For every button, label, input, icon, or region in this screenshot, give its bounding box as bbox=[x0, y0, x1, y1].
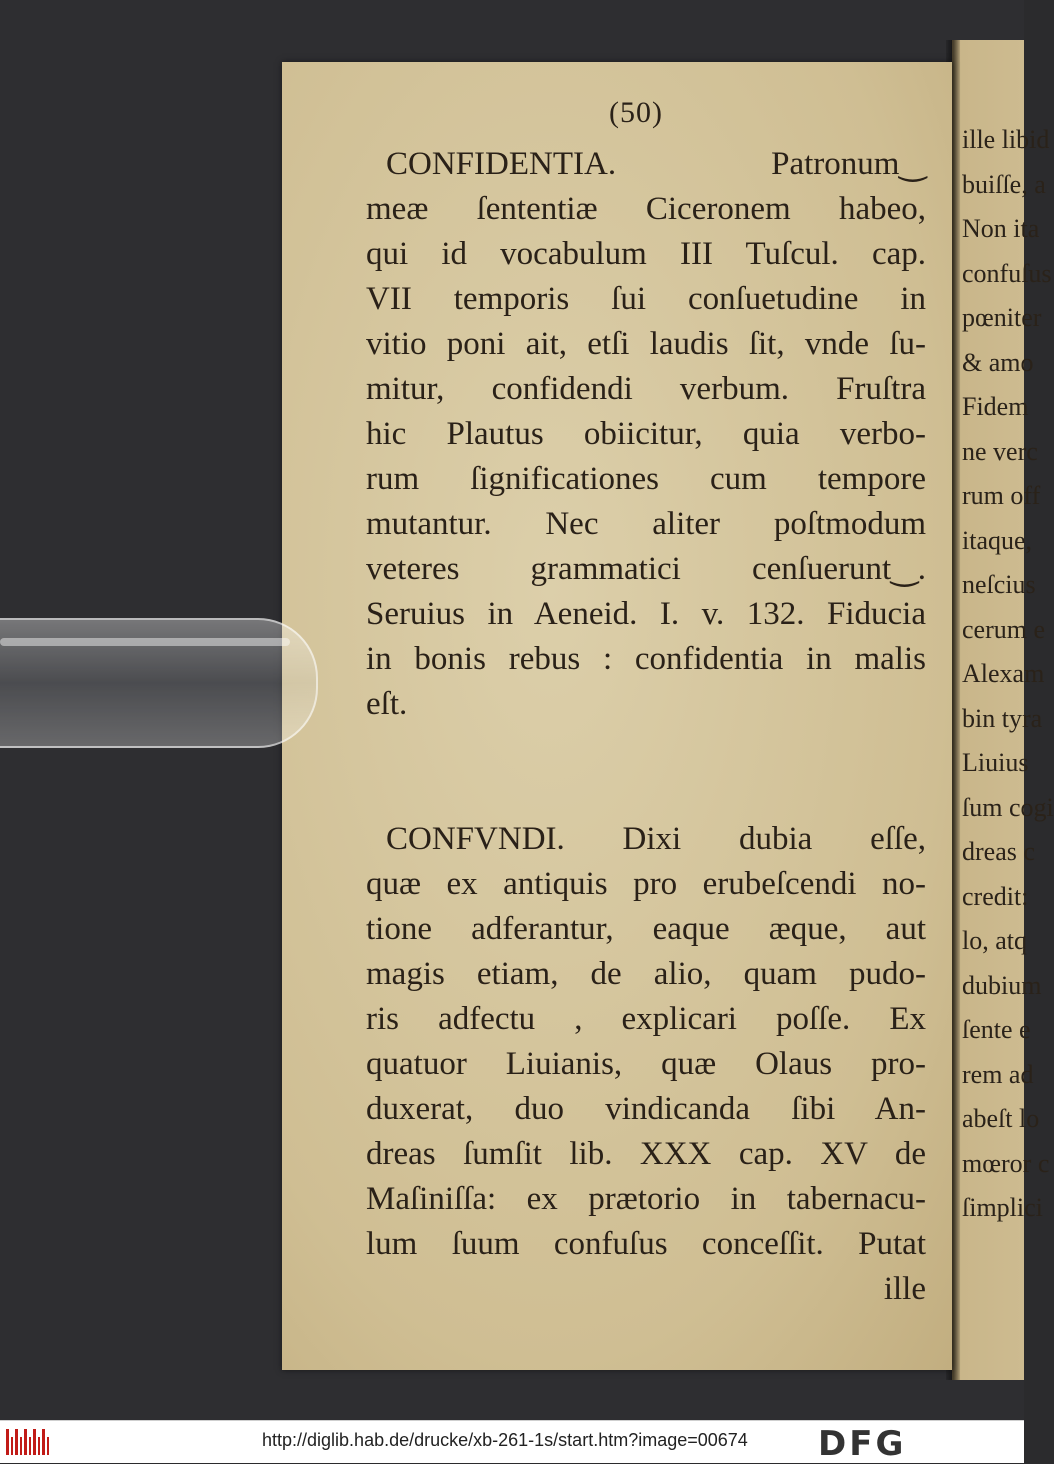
text-line: rum ſignificationes cum tempore bbox=[366, 461, 926, 497]
next-page-line: confuſus bbox=[962, 258, 1052, 288]
text-line: quatuor Liuianis, quæ Olaus pro- bbox=[366, 1046, 926, 1082]
text-line: qui id vocabulum III Tuſcul. cap. bbox=[366, 236, 926, 272]
permalink-url[interactable]: http://diglib.hab.de/drucke/xb-261-1s/start.htm?image=00674 bbox=[262, 1430, 748, 1450]
next-page-line: abeſt lo bbox=[962, 1104, 1040, 1133]
paragraph-confundi bbox=[366, 817, 926, 1312]
next-page-line: Alexam bbox=[962, 659, 1045, 688]
next-page-line: cerum e bbox=[962, 614, 1046, 644]
text-line: ris adfectu , explicari poſſe. Ex bbox=[366, 1001, 926, 1037]
next-page-line: & amo bbox=[962, 347, 1034, 377]
next-page-line: lo, atq bbox=[962, 926, 1027, 955]
text-line: CONFIDENTIA. Patronum‿ bbox=[386, 146, 926, 182]
next-page-line: dubium bbox=[962, 970, 1042, 1000]
next-page-line: credit: bbox=[962, 881, 1029, 911]
glass-page-holder bbox=[0, 618, 318, 748]
next-page-line: ille libid bbox=[962, 125, 1050, 154]
next-page-line: pœniter bbox=[962, 303, 1042, 332]
next-page-line: dreas c bbox=[962, 837, 1035, 866]
text-line: mutantur. Nec aliter poſtmodum bbox=[366, 506, 926, 542]
text-line: ille bbox=[883, 1271, 926, 1307]
next-page-line: neſcius bbox=[962, 570, 1036, 599]
next-page-edge bbox=[952, 40, 1054, 1380]
page-text bbox=[366, 96, 926, 1312]
next-page-text bbox=[952, 40, 1054, 1231]
text-line: vitio poni ait, etſi laudis ſit, vnde ſu- bbox=[366, 326, 926, 362]
text-line: tione adferantur, eaque æque, aut bbox=[366, 911, 926, 947]
text-line: VII temporis ſui conſuetudine in bbox=[366, 281, 926, 317]
text-line: dreas ſumſit lib. XXX cap. XV de bbox=[366, 1136, 926, 1172]
next-page-line: rem ad bbox=[962, 1059, 1034, 1089]
status-bar bbox=[0, 1420, 1024, 1463]
paragraph-gap bbox=[366, 727, 926, 817]
next-page-line: ſente e bbox=[962, 1015, 1031, 1044]
next-page-line: bin tyra bbox=[962, 703, 1043, 733]
next-page-line: ſimplici bbox=[962, 1193, 1043, 1222]
text-line: Seruius in Aeneid. I. v. 132. Fiducia bbox=[366, 596, 926, 632]
next-page-line: itaque, bbox=[962, 525, 1033, 555]
text-line: veteres grammatici cenſuerunt‿. bbox=[366, 551, 926, 587]
next-page-line: ſum cogi bbox=[962, 792, 1054, 822]
text-line: in bonis rebus : confidentia in malis bbox=[366, 641, 926, 677]
next-page-line: Non ita bbox=[962, 214, 1040, 243]
text-line: duxerat, duo vindicanda ſibi An- bbox=[366, 1091, 926, 1127]
library-barcode-icon bbox=[6, 1429, 50, 1455]
text-line: hic Plautus obiicitur, quia verbo- bbox=[366, 416, 926, 452]
next-page-line: Liuius bbox=[962, 748, 1029, 777]
text-line: meæ ſententiæ Ciceronem habeo, bbox=[366, 191, 926, 227]
text-line: eſt. bbox=[366, 686, 408, 722]
next-page-line: rum off bbox=[962, 481, 1041, 510]
text-line: lum ſuum confuſus conceſſit. Putat bbox=[366, 1226, 926, 1262]
text-line: quæ ex antiquis pro erubeſcendi no- bbox=[366, 866, 926, 902]
next-page-line: buiſſe, a bbox=[962, 169, 1046, 199]
next-page-line: ne verc bbox=[962, 436, 1038, 466]
text-line: CONFVNDI. Dixi dubia eſſe, bbox=[386, 821, 926, 857]
next-page-line: Fidem bbox=[962, 392, 1029, 421]
page-number: (50) bbox=[609, 96, 663, 129]
dfg-logo: DFG bbox=[818, 1424, 907, 1464]
paragraph-confidentia bbox=[366, 142, 926, 727]
text-line: mitur, confidendi verbum. Fruſtra bbox=[366, 371, 926, 407]
text-line: magis etiam, de alio, quam pudo- bbox=[366, 956, 926, 992]
text-line: Maſiniſſa: ex prætorio in tabernacu- bbox=[366, 1181, 926, 1217]
next-page-line: mœror c bbox=[962, 1148, 1050, 1178]
